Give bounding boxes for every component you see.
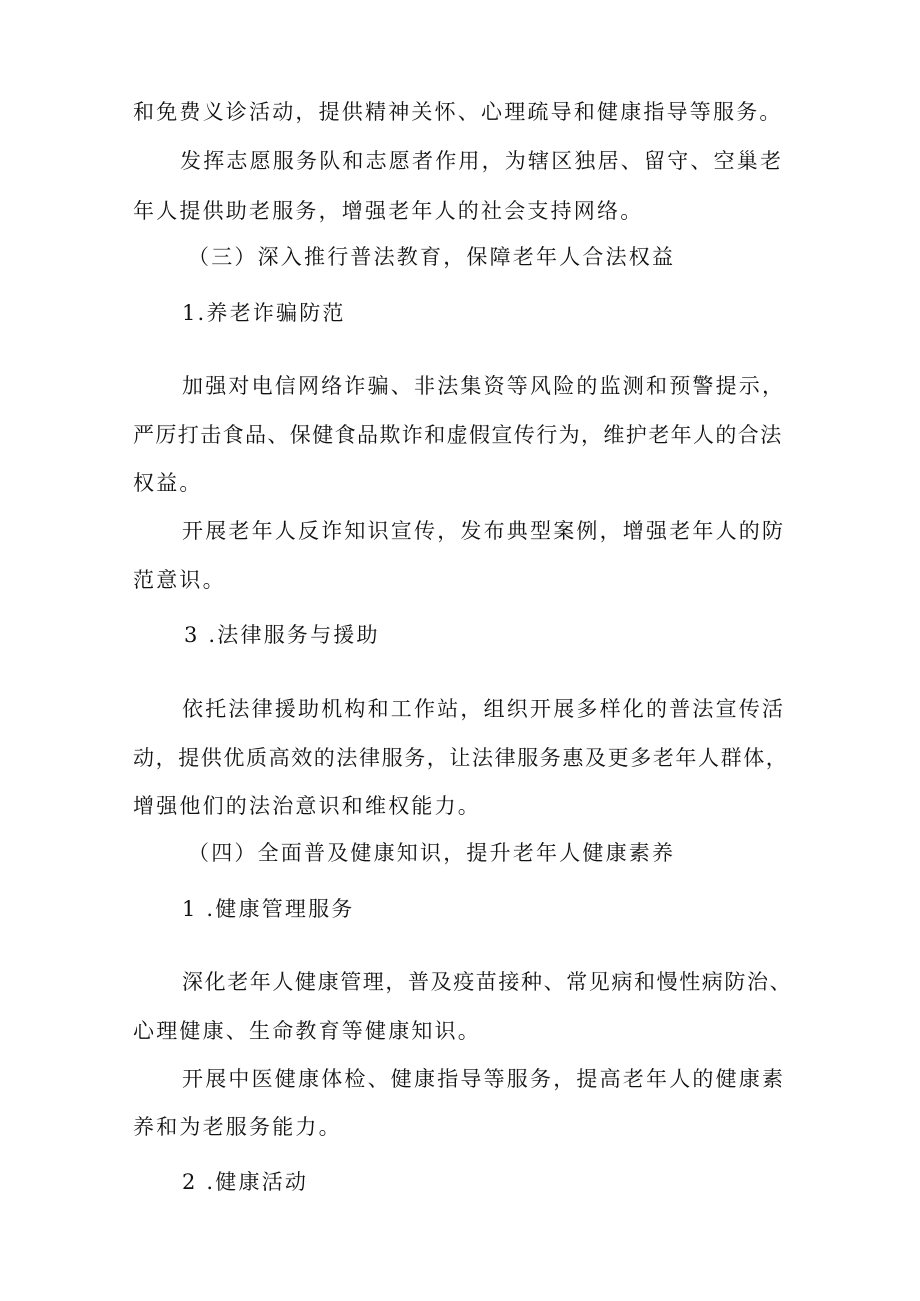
section-heading: （三）深入推行普法教育，保障老年人合法权益 — [188, 245, 676, 269]
section-heading: （四）全面普及健康知识，提升老年人健康素养 — [188, 841, 676, 865]
paragraph-line: 深化老年人健康管理，普及疫苗接种、常见病和慢性病防治、 — [182, 970, 793, 994]
paragraph-line: 严厉打击食品、保健食品欺诈和虚假宣传行为，维护老年人的合法 — [133, 423, 783, 447]
paragraph-line: 范意识。 — [133, 568, 226, 592]
paragraph-line: 加强对电信网络诈骗、非法集资等风险的监测和预警提示， — [182, 374, 786, 398]
paragraph-line: 开展老年人反诈知识宣传，发布典型案例，增强老年人的防 — [182, 519, 786, 543]
subsection-heading: 1.养老诈骗防范 — [182, 301, 346, 325]
subsection-heading: 3 .法律服务与援助 — [184, 623, 380, 647]
paragraph-line: 增强他们的法治意识和维权能力。 — [133, 794, 481, 818]
subsection-heading: 1 .健康管理服务 — [182, 897, 355, 921]
paragraph-line: 动，提供优质高效的法律服务，让法律服务惠及更多老年人群体， — [133, 746, 789, 770]
paragraph-line: 年人提供助老服务，增强老年人的社会支持网络。 — [133, 199, 644, 223]
paragraph-line: 心理健康、生命教育等健康知识。 — [133, 1019, 481, 1043]
paragraph-line: 依托法律援助机构和工作站，组织开展多样化的普法宣传活 — [182, 697, 786, 721]
paragraph-line: 和免费义诊活动，提供精神关怀、心理疏导和健康指导等服务。 — [133, 100, 783, 124]
paragraph-line: 权益。 — [133, 471, 203, 495]
paragraph-line: 养和为老服务能力。 — [133, 1115, 342, 1139]
paragraph-line: 开展中医健康体检、健康指导等服务，提高老年人的健康素 — [182, 1067, 786, 1091]
subsection-heading: 2 .健康活动 — [182, 1170, 309, 1194]
paragraph-line: 发挥志愿服务队和志愿者作用，为辖区独居、留守、空巢老 — [180, 149, 784, 173]
